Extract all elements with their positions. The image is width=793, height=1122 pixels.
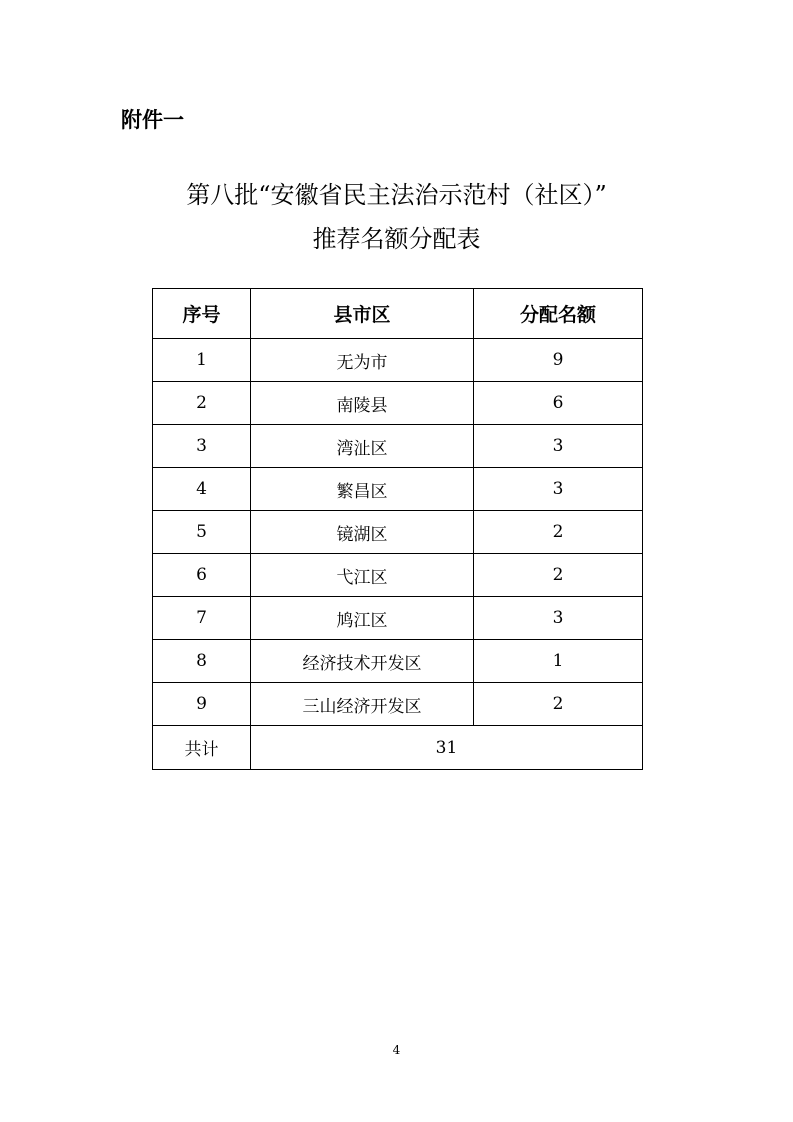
row-quota: 3: [474, 425, 643, 468]
row-region: 镜湖区: [251, 511, 474, 554]
row-region: 湾沚区: [251, 425, 474, 468]
header-region: 县市区: [251, 289, 474, 339]
table-row: [153, 640, 643, 683]
table-header-row: [153, 289, 643, 339]
document-title-line-1: 第八批“安徽省民主法治示范村（社区）”: [186, 181, 607, 209]
table-row: [153, 554, 643, 597]
document-title-line-2: 推荐名额分配表: [312, 225, 481, 253]
row-quota: 6: [474, 382, 643, 425]
row-index: 2: [153, 382, 251, 425]
table-row: [153, 339, 643, 382]
row-region: 经济技术开发区: [251, 640, 474, 683]
row-index: 1: [153, 339, 251, 382]
row-quota: 2: [474, 511, 643, 554]
total-label: 共计: [153, 726, 251, 770]
table-row: [153, 425, 643, 468]
row-quota: 2: [474, 683, 643, 726]
table-row: [153, 597, 643, 640]
quota-allocation-table: [152, 288, 643, 770]
row-index: 8: [153, 640, 251, 683]
row-region: 繁昌区: [251, 468, 474, 511]
total-value: 31: [251, 726, 643, 770]
table-row: [153, 382, 643, 425]
table-row: [153, 511, 643, 554]
row-region: 三山经济开发区: [251, 683, 474, 726]
header-quota: 分配名额: [474, 289, 643, 339]
row-quota: 3: [474, 597, 643, 640]
row-index: 4: [153, 468, 251, 511]
attachment-label: 附件一: [121, 108, 184, 132]
row-index: 6: [153, 554, 251, 597]
row-region: 无为市: [251, 339, 474, 382]
row-index: 3: [153, 425, 251, 468]
row-quota: 2: [474, 554, 643, 597]
table-row: [153, 468, 643, 511]
row-region: 鸠江区: [251, 597, 474, 640]
table-row: [153, 683, 643, 726]
header-index: 序号: [153, 289, 251, 339]
row-quota: 9: [474, 339, 643, 382]
row-index: 7: [153, 597, 251, 640]
row-region: 南陵县: [251, 382, 474, 425]
row-quota: 1: [474, 640, 643, 683]
page-number: 4: [392, 1043, 401, 1057]
table-total-row: [153, 726, 643, 770]
row-quota: 3: [474, 468, 643, 511]
row-region: 弋江区: [251, 554, 474, 597]
row-index: 9: [153, 683, 251, 726]
row-index: 5: [153, 511, 251, 554]
